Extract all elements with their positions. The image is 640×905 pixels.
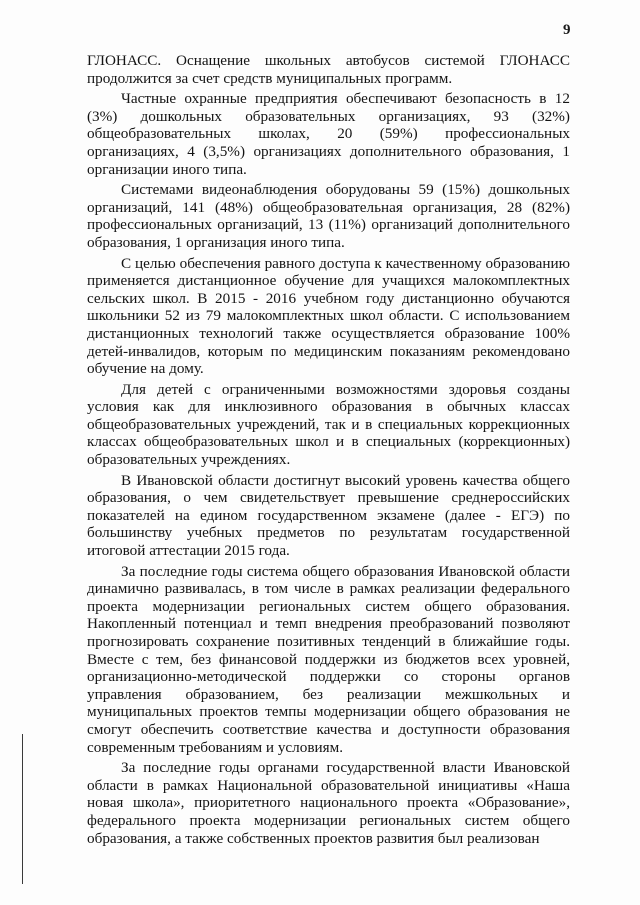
scan-margin-line xyxy=(22,734,23,884)
paragraph: ГЛОНАСС. Оснащение школьных автобусов системой ГЛОНАСС продолжится за счет средств муниципальных программ. xyxy=(87,52,570,87)
paragraph: Частные охранные предприятия обеспечивают безопасность в 12 (3%) дошкольных образовательных организациях, 93 (32%) общеобразовательных школах, 20 (59%) профессиональных организациях, 4 (3,5%) организациях дополнительного образования, 1 организации иного типа. xyxy=(87,90,570,178)
paragraph: Системами видеонаблюдения оборудованы 59 (15%) дошкольных организаций, 141 (48%) общеобразовательная организация, 28 (82%) профессиональных организаций, 13 (11%) организаций дополнительного образования, 1 организация иного типа. xyxy=(87,181,570,251)
paragraph: В Ивановской области достигнут высокий уровень качества общего образования, о чем свидетельствует превышение среднероссийских показателей на едином государственном экзамене (далее - ЕГЭ) по большинству учебных предметов по результатам государственной итоговой аттестации 2015 года. xyxy=(87,471,570,560)
page-number: 9 xyxy=(563,22,571,38)
body-text xyxy=(87,52,570,847)
paragraph: Для детей с ограниченными возможностями здоровья созданы условия как для инклюзивного образования в обычных классах общеобразовательных учреждений, так и в специальных коррекционных классах общеобразовательных школ и в специальных (коррекционных) образовательных учреждениях. xyxy=(87,380,570,469)
paragraph: За последние годы органами государственной власти Ивановской области в рамках Национальной образовательной инициативы «Наша новая школа», приоритетного национального проекта «Образование», федерального проекта модернизации региональных систем общего образования, а также собственных проектов развития был реализован xyxy=(87,759,570,847)
paragraph: За последние годы система общего образования Ивановской области динамично развивалась, в том числе в рамках реализации федерального проекта модернизации региональных систем общего образования. Накопленный потенциал и темп внедрения преобразований позволяют прогнозировать сохранение позитивных тенденций в ближайшие годы. Вместе с тем, без финансовой поддержки из бюджетов всех уровней, организационно-методической поддержки со стороны органов управления образованием, без реализации межшкольных и муниципальных проектов темпы модернизации общего образования не смогут обеспечить соответствие качества и доступности образования современным требованиям и условиям. xyxy=(87,562,570,756)
paragraph: С целью обеспечения равного доступа к качественному образованию применяется дистанционное обучение для учащихся малокомплектных сельских школ. В 2015 - 2016 учебном году дистанционно обучаются школьники 52 из 79 малокомплектных школ области. С использованием дистанционных технологий также осуществляется образование 100% детей-инвалидов, которым по медицинским показаниям рекомендовано обучение на дому. xyxy=(87,254,570,378)
